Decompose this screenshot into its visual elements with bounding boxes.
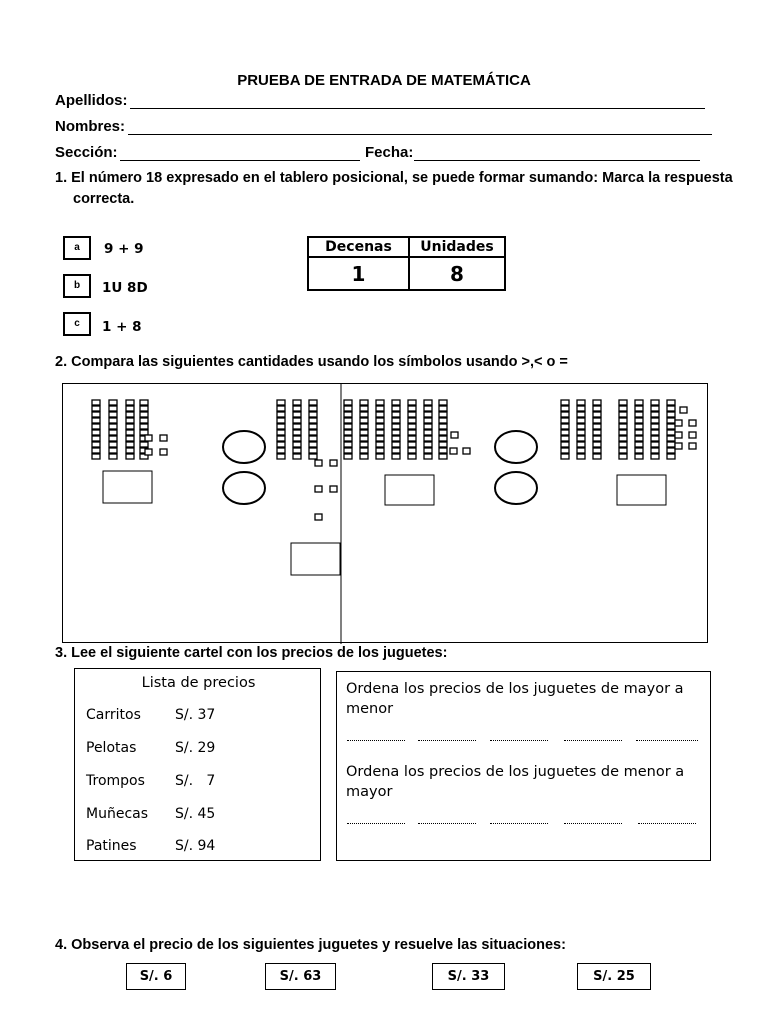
ten-rod-cell bbox=[126, 454, 134, 459]
answer-box bbox=[103, 471, 152, 503]
ten-rod-cell bbox=[360, 454, 368, 459]
seccion-label: Sección: bbox=[55, 144, 118, 161]
answer-blank[interactable] bbox=[636, 740, 698, 741]
toy-name: Patines bbox=[86, 838, 137, 854]
ten-rod-cell bbox=[577, 418, 585, 423]
answer-blank[interactable] bbox=[490, 740, 548, 741]
ten-rod-cell bbox=[408, 418, 416, 423]
ten-rod-cell bbox=[561, 430, 569, 435]
option-a-box[interactable]: a bbox=[63, 236, 91, 260]
ten-rod-cell bbox=[408, 448, 416, 453]
ten-rod-cell bbox=[577, 448, 585, 453]
question-1: 1. El número 18 expresado en el tablero posicional, se puede formar sumando: Marca la respuesta correcta. bbox=[55, 170, 733, 207]
unit-cube bbox=[451, 432, 458, 438]
ten-rod-cell bbox=[309, 424, 317, 429]
ten-rod-cell bbox=[309, 442, 317, 447]
ten-rod-cell bbox=[408, 406, 416, 411]
ten-rod-cell bbox=[293, 442, 301, 447]
ten-rod-cell bbox=[577, 406, 585, 411]
ten-rod-cell bbox=[344, 400, 352, 405]
apellidos-field[interactable] bbox=[55, 92, 128, 109]
ten-rod-cell bbox=[651, 430, 659, 435]
order-asc-instruction: Ordena los precios de los juguetes de menor a mayor bbox=[346, 764, 685, 800]
ten-rod-cell bbox=[667, 436, 675, 441]
ten-rod-cell bbox=[392, 412, 400, 417]
question-2: 2. Compara las siguientes cantidades usando los símbolos usando >,< o = bbox=[55, 354, 568, 370]
ten-rod-cell bbox=[392, 424, 400, 429]
ten-rod-cell bbox=[140, 412, 148, 417]
ten-rod-cell bbox=[360, 442, 368, 447]
ten-rod-cell bbox=[424, 448, 432, 453]
ten-rod-cell bbox=[667, 406, 675, 411]
value-decenas: 1 bbox=[308, 257, 409, 290]
ten-rod-cell bbox=[293, 424, 301, 429]
ten-rod-cell bbox=[577, 430, 585, 435]
ten-rod-cell bbox=[408, 454, 416, 459]
unit-cube bbox=[315, 486, 322, 492]
toy-price: S/. 7 bbox=[175, 773, 216, 789]
ten-rod-cell bbox=[92, 412, 100, 417]
ten-rod-cell bbox=[392, 406, 400, 411]
seccion-line[interactable] bbox=[120, 160, 360, 161]
ten-rod-cell bbox=[619, 436, 627, 441]
ten-rod-cell bbox=[392, 442, 400, 447]
ten-rod-cell bbox=[651, 406, 659, 411]
symbol-circle bbox=[223, 431, 265, 463]
nombres-field[interactable] bbox=[55, 118, 125, 135]
ten-rod-cell bbox=[344, 442, 352, 447]
toy-price: S/. 94 bbox=[175, 838, 216, 854]
ten-rod-cell bbox=[344, 430, 352, 435]
unit-cube bbox=[680, 407, 687, 413]
answer-blank[interactable] bbox=[564, 740, 622, 741]
apellidos-label: Apellidos: bbox=[55, 92, 128, 109]
ten-rod-cell bbox=[277, 400, 285, 405]
ten-rod-cell bbox=[561, 418, 569, 423]
ten-rod-cell bbox=[309, 400, 317, 405]
ten-rod-cell bbox=[424, 418, 432, 423]
option-b-text: 1U 8D bbox=[102, 280, 148, 296]
symbol-circle bbox=[223, 472, 265, 504]
value-unidades: 8 bbox=[409, 257, 505, 290]
ten-rod-cell bbox=[561, 406, 569, 411]
unit-cube bbox=[675, 420, 682, 426]
ten-rod-cell bbox=[376, 448, 384, 453]
ten-rod-cell bbox=[293, 436, 301, 441]
ten-rod-cell bbox=[635, 454, 643, 459]
ten-rod-cell bbox=[293, 448, 301, 453]
option-c-text: 1 + 8 bbox=[102, 319, 142, 335]
ten-rod-cell bbox=[309, 406, 317, 411]
ten-rod-cell bbox=[109, 406, 117, 411]
unit-cube bbox=[160, 449, 167, 455]
ten-rod-cell bbox=[344, 436, 352, 441]
unit-cube bbox=[330, 486, 337, 492]
ten-rod-cell bbox=[92, 400, 100, 405]
toy-name: Trompos bbox=[86, 773, 145, 789]
ten-rod-cell bbox=[408, 436, 416, 441]
ten-rod-cell bbox=[593, 406, 601, 411]
ten-rod-cell bbox=[376, 418, 384, 423]
ten-rod-cell bbox=[309, 430, 317, 435]
ten-rod-cell bbox=[635, 412, 643, 417]
toy-price: S/. 29 bbox=[175, 740, 216, 756]
answer-box bbox=[291, 543, 340, 575]
ten-rod-cell bbox=[561, 424, 569, 429]
ten-rod-cell bbox=[109, 436, 117, 441]
answer-blank[interactable] bbox=[347, 740, 405, 741]
ten-rod-cell bbox=[635, 442, 643, 447]
ten-rod-cell bbox=[439, 430, 447, 435]
ten-rod-cell bbox=[424, 442, 432, 447]
unit-cube bbox=[315, 460, 322, 466]
ten-rod-cell bbox=[651, 412, 659, 417]
ten-rod-cell bbox=[651, 436, 659, 441]
ten-rod-cell bbox=[126, 436, 134, 441]
ten-rod-cell bbox=[92, 436, 100, 441]
ten-rod-cell bbox=[408, 412, 416, 417]
ten-rod-cell bbox=[619, 424, 627, 429]
ten-rod-cell bbox=[309, 412, 317, 417]
ten-rod-cell bbox=[360, 430, 368, 435]
ten-rod-cell bbox=[126, 430, 134, 435]
ten-rod-cell bbox=[651, 442, 659, 447]
ten-rod-cell bbox=[439, 454, 447, 459]
option-b-box[interactable]: b bbox=[63, 274, 91, 298]
ten-rod-cell bbox=[277, 406, 285, 411]
comparison-blocks bbox=[63, 384, 709, 644]
question-4: 4. Observa el precio de los siguientes juguetes y resuelve las situaciones: bbox=[55, 937, 566, 953]
ten-rod-cell bbox=[140, 442, 148, 447]
ten-rod-cell bbox=[277, 454, 285, 459]
ten-rod-cell bbox=[667, 454, 675, 459]
ten-rod-cell bbox=[92, 424, 100, 429]
ten-rod-cell bbox=[561, 436, 569, 441]
ten-rod-cell bbox=[140, 430, 148, 435]
ten-rod-cell bbox=[651, 448, 659, 453]
price-list-poster bbox=[74, 668, 321, 861]
ten-rod-cell bbox=[360, 400, 368, 405]
ten-rod-cell bbox=[439, 442, 447, 447]
answer-blank[interactable] bbox=[418, 823, 476, 824]
price-tag: S/. 33 bbox=[432, 963, 505, 990]
ten-rod-cell bbox=[619, 412, 627, 417]
ten-rod-cell bbox=[667, 418, 675, 423]
toy-price: S/. 37 bbox=[175, 707, 216, 723]
nombres-label: Nombres: bbox=[55, 118, 126, 135]
ten-rod-cell bbox=[577, 442, 585, 447]
ten-rod-cell bbox=[593, 412, 601, 417]
unit-cube bbox=[689, 420, 696, 426]
ten-rod-cell bbox=[561, 454, 569, 459]
ten-rod-cell bbox=[424, 436, 432, 441]
ten-rod-cell bbox=[109, 400, 117, 405]
ten-rod-cell bbox=[593, 424, 601, 429]
ten-rod-cell bbox=[277, 430, 285, 435]
ten-rod-cell bbox=[392, 436, 400, 441]
option-a-text: 9 + 9 bbox=[104, 241, 144, 257]
ten-rod-cell bbox=[344, 454, 352, 459]
comparison-frame bbox=[62, 383, 708, 643]
ten-rod-cell bbox=[392, 448, 400, 453]
fecha-line[interactable] bbox=[414, 160, 700, 161]
ten-rod-cell bbox=[619, 406, 627, 411]
ten-rod-cell bbox=[561, 442, 569, 447]
ten-rod-cell bbox=[109, 454, 117, 459]
ten-rod-cell bbox=[635, 448, 643, 453]
ten-rod-cell bbox=[635, 424, 643, 429]
ten-rod-cell bbox=[635, 406, 643, 411]
ten-rod-cell bbox=[667, 442, 675, 447]
fecha-field[interactable] bbox=[365, 144, 413, 161]
answer-box bbox=[385, 475, 434, 505]
apellidos-line[interactable] bbox=[130, 108, 705, 109]
price-list-title: Lista de precios bbox=[141, 675, 256, 691]
answer-blank[interactable] bbox=[564, 823, 622, 824]
ten-rod-cell bbox=[635, 400, 643, 405]
unit-cube bbox=[689, 443, 696, 449]
ten-rod-cell bbox=[424, 412, 432, 417]
answer-blank[interactable] bbox=[638, 823, 696, 824]
ten-rod-cell bbox=[651, 418, 659, 423]
ten-rod-cell bbox=[293, 412, 301, 417]
ten-rod-cell bbox=[619, 418, 627, 423]
ten-rod-cell bbox=[408, 442, 416, 447]
ten-rod-cell bbox=[140, 400, 148, 405]
ten-rod-cell bbox=[344, 424, 352, 429]
ten-rod-cell bbox=[619, 454, 627, 459]
ten-rod-cell bbox=[561, 412, 569, 417]
ten-rod-cell bbox=[277, 448, 285, 453]
answer-blank[interactable] bbox=[418, 740, 476, 741]
ten-rod-cell bbox=[277, 436, 285, 441]
option-c-box[interactable]: c bbox=[63, 312, 91, 336]
ten-rod-cell bbox=[577, 412, 585, 417]
ten-rod-cell bbox=[651, 454, 659, 459]
ten-rod-cell bbox=[561, 400, 569, 405]
ten-rod-cell bbox=[277, 442, 285, 447]
ten-rod-cell bbox=[344, 412, 352, 417]
ten-rod-cell bbox=[126, 448, 134, 453]
ten-rod-cell bbox=[577, 454, 585, 459]
ten-rod-cell bbox=[309, 436, 317, 441]
price-tag: S/. 63 bbox=[265, 963, 336, 990]
ten-rod-cell bbox=[140, 418, 148, 423]
ten-rod-cell bbox=[277, 424, 285, 429]
ten-rod-cell bbox=[376, 436, 384, 441]
ten-rod-cell bbox=[309, 448, 317, 453]
unit-cube bbox=[160, 435, 167, 441]
ten-rod-cell bbox=[126, 418, 134, 423]
ten-rod-cell bbox=[424, 430, 432, 435]
ten-rod-cell bbox=[293, 454, 301, 459]
ten-rod-cell bbox=[635, 436, 643, 441]
order-desc-instruction: Ordena los precios de los juguetes de mayor a menor bbox=[346, 681, 684, 717]
ten-rod-cell bbox=[376, 406, 384, 411]
unit-cube bbox=[145, 449, 152, 455]
ten-rod-cell bbox=[593, 430, 601, 435]
answer-box bbox=[617, 475, 666, 505]
answer-blank[interactable] bbox=[490, 823, 548, 824]
ten-rod-cell bbox=[293, 406, 301, 411]
ten-rod-cell bbox=[309, 454, 317, 459]
question-3: 3. Lee el siguiente cartel con los precios de los juguetes: bbox=[55, 645, 448, 661]
ten-rod-cell bbox=[667, 424, 675, 429]
unit-cube bbox=[675, 432, 682, 438]
ten-rod-cell bbox=[408, 424, 416, 429]
ten-rod-cell bbox=[376, 400, 384, 405]
ten-rod-cell bbox=[126, 412, 134, 417]
unit-cube bbox=[145, 435, 152, 441]
fecha-label: Fecha: bbox=[365, 144, 414, 161]
ten-rod-cell bbox=[109, 412, 117, 417]
unit-cube bbox=[675, 443, 682, 449]
ten-rod-cell bbox=[619, 400, 627, 405]
seccion-field[interactable] bbox=[55, 144, 118, 161]
ten-rod-cell bbox=[561, 448, 569, 453]
ten-rod-cell bbox=[593, 442, 601, 447]
unit-cube bbox=[689, 432, 696, 438]
ten-rod-cell bbox=[277, 412, 285, 417]
ten-rod-cell bbox=[344, 448, 352, 453]
ten-rod-cell bbox=[408, 400, 416, 405]
ten-rod-cell bbox=[360, 436, 368, 441]
ten-rod-cell bbox=[109, 424, 117, 429]
header-decenas: Decenas bbox=[308, 237, 409, 257]
ten-rod-cell bbox=[92, 406, 100, 411]
ten-rod-cell bbox=[651, 424, 659, 429]
ten-rod-cell bbox=[577, 424, 585, 429]
ten-rod-cell bbox=[651, 400, 659, 405]
ten-rod-cell bbox=[439, 418, 447, 423]
ten-rod-cell bbox=[126, 400, 134, 405]
page-title: PRUEBA DE ENTRADA DE MATEMÁTICA bbox=[237, 72, 531, 89]
ten-rod-cell bbox=[439, 436, 447, 441]
ten-rod-cell bbox=[439, 448, 447, 453]
ten-rod-cell bbox=[667, 430, 675, 435]
ten-rod-cell bbox=[109, 442, 117, 447]
ten-rod-cell bbox=[376, 430, 384, 435]
ten-rod-cell bbox=[593, 448, 601, 453]
ordering-box bbox=[336, 671, 711, 861]
ten-rod-cell bbox=[92, 448, 100, 453]
ten-rod-cell bbox=[109, 418, 117, 423]
ten-rod-cell bbox=[619, 448, 627, 453]
answer-blank[interactable] bbox=[347, 823, 405, 824]
ten-rod-cell bbox=[439, 412, 447, 417]
ten-rod-cell bbox=[92, 418, 100, 423]
ten-rod-cell bbox=[360, 412, 368, 417]
toy-name: Muñecas bbox=[86, 806, 149, 822]
ten-rod-cell bbox=[635, 418, 643, 423]
ten-rod-cell bbox=[439, 400, 447, 405]
ten-rod-cell bbox=[439, 424, 447, 429]
ten-rod-cell bbox=[392, 454, 400, 459]
ten-rod-cell bbox=[408, 430, 416, 435]
ten-rod-cell bbox=[593, 436, 601, 441]
unit-cube bbox=[463, 448, 470, 454]
price-tag: S/. 25 bbox=[577, 963, 651, 990]
toy-price: S/. 45 bbox=[175, 806, 216, 822]
ten-rod-cell bbox=[293, 418, 301, 423]
ten-rod-cell bbox=[424, 400, 432, 405]
ten-rod-cell bbox=[293, 430, 301, 435]
ten-rod-cell bbox=[593, 400, 601, 405]
ten-rod-cell bbox=[424, 406, 432, 411]
ten-rod-cell bbox=[92, 442, 100, 447]
unit-cube bbox=[315, 514, 322, 520]
ten-rod-cell bbox=[140, 406, 148, 411]
ten-rod-cell bbox=[667, 400, 675, 405]
ten-rod-cell bbox=[309, 418, 317, 423]
ten-rod-cell bbox=[277, 418, 285, 423]
ten-rod-cell bbox=[293, 400, 301, 405]
symbol-circle bbox=[495, 431, 537, 463]
ten-rod-cell bbox=[126, 442, 134, 447]
ten-rod-cell bbox=[593, 454, 601, 459]
ten-rod-cell bbox=[360, 424, 368, 429]
toy-name: Carritos bbox=[86, 707, 141, 723]
ten-rod-cell bbox=[109, 448, 117, 453]
ten-rod-cell bbox=[593, 418, 601, 423]
nombres-line[interactable] bbox=[128, 134, 712, 135]
ten-rod-cell bbox=[635, 430, 643, 435]
ten-rod-cell bbox=[376, 424, 384, 429]
ten-rod-cell bbox=[92, 454, 100, 459]
ten-rod-cell bbox=[424, 454, 432, 459]
unit-cube bbox=[450, 448, 457, 454]
ten-rod-cell bbox=[392, 400, 400, 405]
ten-rod-cell bbox=[92, 430, 100, 435]
unit-cube bbox=[330, 460, 337, 466]
ten-rod-cell bbox=[577, 436, 585, 441]
ten-rod-cell bbox=[140, 424, 148, 429]
ten-rod-cell bbox=[392, 430, 400, 435]
ten-rod-cell bbox=[344, 406, 352, 411]
ten-rod-cell bbox=[619, 442, 627, 447]
ten-rod-cell bbox=[376, 454, 384, 459]
ten-rod-cell bbox=[126, 424, 134, 429]
ten-rod-cell bbox=[619, 430, 627, 435]
ten-rod-cell bbox=[577, 400, 585, 405]
ten-rod-cell bbox=[376, 412, 384, 417]
toy-name: Pelotas bbox=[86, 740, 137, 756]
ten-rod-cell bbox=[392, 418, 400, 423]
ten-rod-cell bbox=[376, 442, 384, 447]
ten-rod-cell bbox=[424, 424, 432, 429]
ten-rod-cell bbox=[667, 412, 675, 417]
ten-rod-cell bbox=[109, 430, 117, 435]
symbol-circle bbox=[495, 472, 537, 504]
ten-rod-cell bbox=[344, 418, 352, 423]
ten-rod-cell bbox=[360, 448, 368, 453]
ten-rod-cell bbox=[360, 406, 368, 411]
header-unidades: Unidades bbox=[409, 237, 505, 257]
ten-rod-cell bbox=[667, 448, 675, 453]
ten-rod-cell bbox=[126, 406, 134, 411]
price-tag: S/. 6 bbox=[126, 963, 186, 990]
place-value-table bbox=[307, 236, 506, 291]
ten-rod-cell bbox=[360, 418, 368, 423]
ten-rod-cell bbox=[439, 406, 447, 411]
